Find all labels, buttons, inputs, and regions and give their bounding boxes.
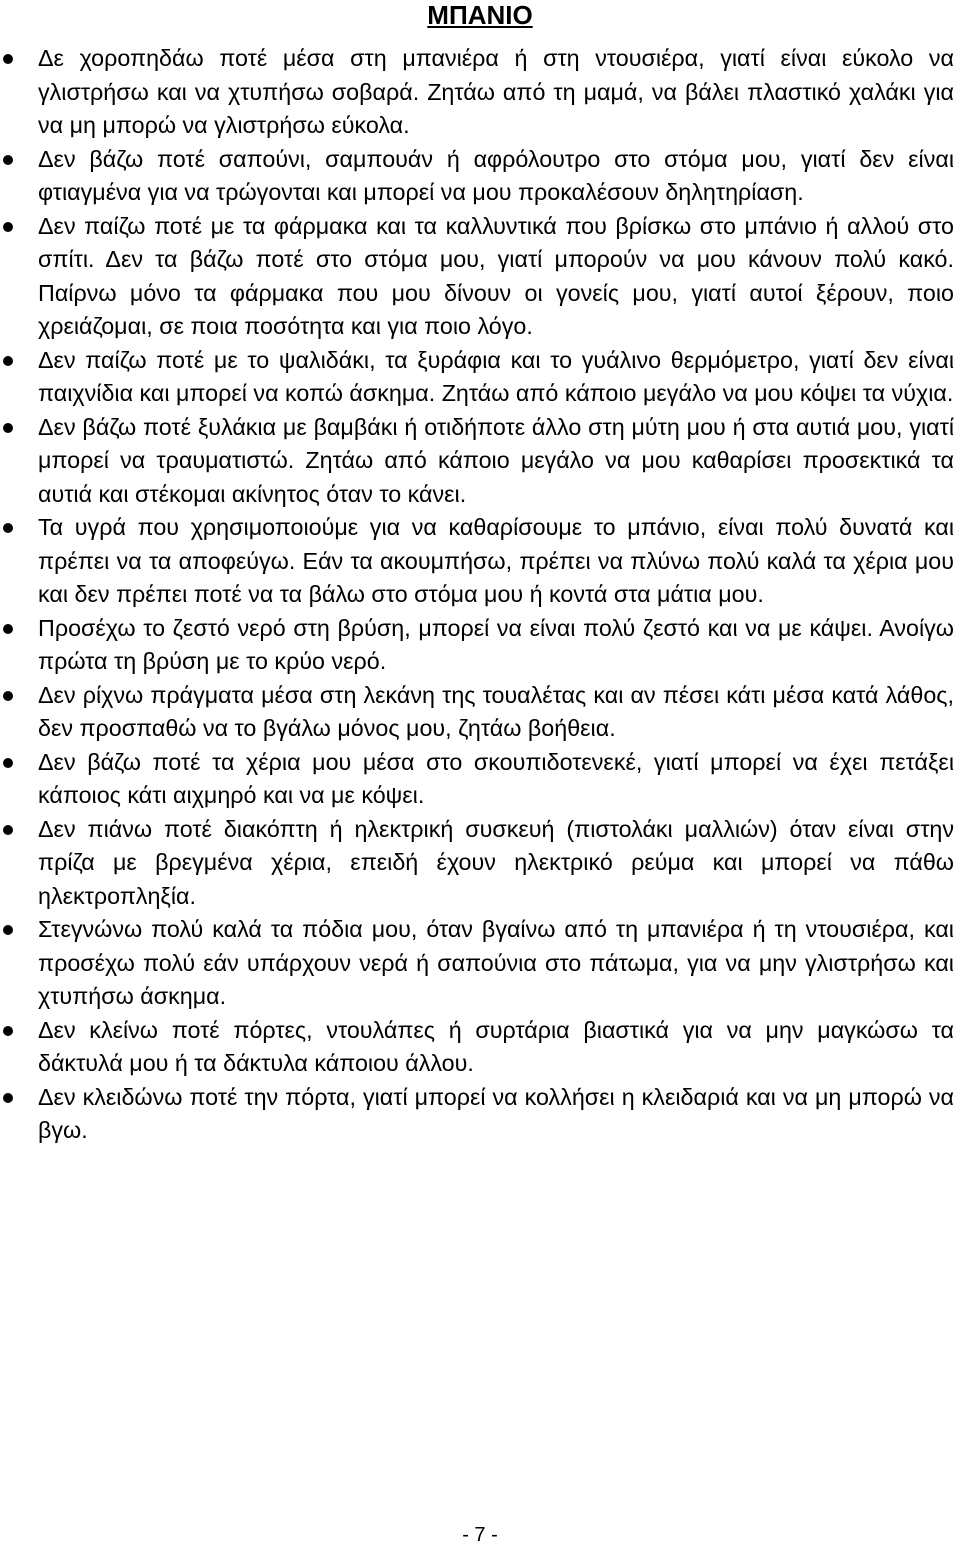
rule-text: Δεν παίζω ποτέ με τα φάρμακα και τα καλλυντικά που βρίσκω στο μπάνιο ή αλλού στο σπίτι. Δεν τα βάζω ποτέ στο στόμα μου, γιατί μπορούν να μου κάνουν πολύ κακό. Παίρνω μόνο τα φάρμακα που μου δίνουν οι γονείς μου, γιατί αυτοί ξέρουν, ποιο χρειάζομαι, σε ποια ποσότητα και για ποιο λόγο. <box>38 212 954 339</box>
list-item <box>0 1014 960 1081</box>
list-item <box>0 813 960 914</box>
rule-text: Δεν βάζω ποτέ σαπούνι, σαμπουάν ή αφρόλουτρο στο στόμα μου, γιατί δεν είναι φτιαγμένα για να τρώγονται και μπορεί να μου προκαλέσουν δηλητηρίαση. <box>38 145 954 205</box>
bullet-icon <box>3 54 13 64</box>
rule-text: Προσέχω το ζεστό νερό στη βρύση, μπορεί να είναι πολύ ζεστό και να με κάψει. Ανοίγω πρώτα τη βρύση με το κρύο νερό. <box>38 614 954 674</box>
bullet-icon <box>3 624 13 634</box>
rule-text: Δεν κλείνω ποτέ πόρτες, ντουλάπες ή συρτάρια βιαστικά για να μην μαγκώσω τα δάκτυλά μου ή τα δάκτυλα κάποιου άλλου. <box>38 1016 954 1076</box>
rule-text: Στεγνώνω πολύ καλά τα πόδια μου, όταν βγαίνω από τη μπανιέρα ή τη ντουσιέρα, και προσέχω πολύ εάν υπάρχουν νερά ή σαπούνια στο πάτωμα, για να μην γλιστρήσω και χτυπήσω άσκημα. <box>38 916 954 1009</box>
bullet-icon <box>3 1093 13 1103</box>
bullet-icon <box>3 758 13 768</box>
rule-text: Δεν βάζω ποτέ ξυλάκια με βαμβάκι ή οτιδήποτε άλλο στη μύτη μου ή στα αυτιά μου, γιατί μπορεί να τραυματιστώ. Ζητάω από κάποιο μεγάλο να μου καθαρίσει προσεκτικά τα αυτιά και στέκομαι ακίνητος όταν το κάνει. <box>38 413 954 507</box>
page-title: ΜΠΑΝΙΟ <box>427 0 533 30</box>
bullet-icon <box>3 155 13 165</box>
list-item <box>0 679 960 746</box>
rule-text: Δεν ρίχνω πράγματα μέσα στη λεκάνη της τουαλέτας και αν πέσει κάτι μέσα κατά λάθος, δεν προσπαθώ να το βγάλω μόνος μου, ζητάω βοήθεια. <box>38 681 954 741</box>
list-item <box>0 1081 960 1148</box>
rule-text: Δεν κλειδώνω ποτέ την πόρτα, γιατί μπορεί να κολλήσει η κλειδαριά και να μη μπορώ να βγω. <box>38 1083 954 1143</box>
list-item <box>0 511 960 612</box>
list-item <box>0 612 960 679</box>
rule-text: Δεν πιάνω ποτέ διακόπτη ή ηλεκτρική συσκευή (πιστολάκι μαλλιών) όταν είναι στην πρίζα με βρεγμένα χέρια, επειδή έχουν ηλεκτρικό ρεύμα και μπορεί να πάθω ηλεκτροπληξία. <box>38 815 954 909</box>
rule-text: Δεν βάζω ποτέ τα χέρια μου μέσα στο σκουπιδοτενεκέ, γιατί μπορεί να έχει πετάξει κάποιος κάτι αιχμηρό και να με κόψει. <box>38 748 954 808</box>
bullet-icon <box>3 356 13 366</box>
list-item <box>0 344 960 411</box>
bullet-icon <box>3 523 13 533</box>
rule-text: Δε χοροπηδάω ποτέ μέσα στη μπανιέρα ή στη ντουσιέρα, γιατί είναι εύκολο να γλιστρήσω και να χτυπήσω σοβαρά. Ζητάω από τη μαμά, να βάλει πλαστικό χαλάκι για να μη μπορώ να γλιστρήσω εύκολα. <box>38 45 954 138</box>
list-item <box>0 746 960 813</box>
page-number: - 7 - <box>462 1524 498 1546</box>
bullet-icon <box>3 222 13 232</box>
list-item <box>0 913 960 1014</box>
bullet-icon <box>3 691 13 701</box>
bullet-icon <box>3 1026 13 1036</box>
bullet-icon <box>3 825 13 835</box>
list-item <box>0 42 960 143</box>
rule-text: Τα υγρά που χρησιμοποιούμε για να καθαρίσουμε το μπάνιο, είναι πολύ δυνατά και πρέπει να τα αποφεύγω. Εάν τα ακουμπήσω, πρέπει να πλύνω πολύ καλά τα χέρια μου και δεν πρέπει ποτέ να τα βάλω στο στόμα μου ή κοντά στα μάτια μου. <box>38 514 954 607</box>
bullet-icon <box>3 925 13 935</box>
safety-rules-list <box>0 42 960 1148</box>
list-item <box>0 143 960 210</box>
bullet-icon <box>3 423 13 433</box>
list-item <box>0 210 960 344</box>
rule-text: Δεν παίζω ποτέ με το ψαλιδάκι, τα ξυράφια και το γυάλινο θερμόμετρο, γιατί δεν είναι παιχνίδια και μπορεί να κοπώ άσκημα. Ζητάω από κάποιο μεγάλο να μου κόψει τα νύχια. <box>38 346 954 406</box>
list-item <box>0 411 960 512</box>
